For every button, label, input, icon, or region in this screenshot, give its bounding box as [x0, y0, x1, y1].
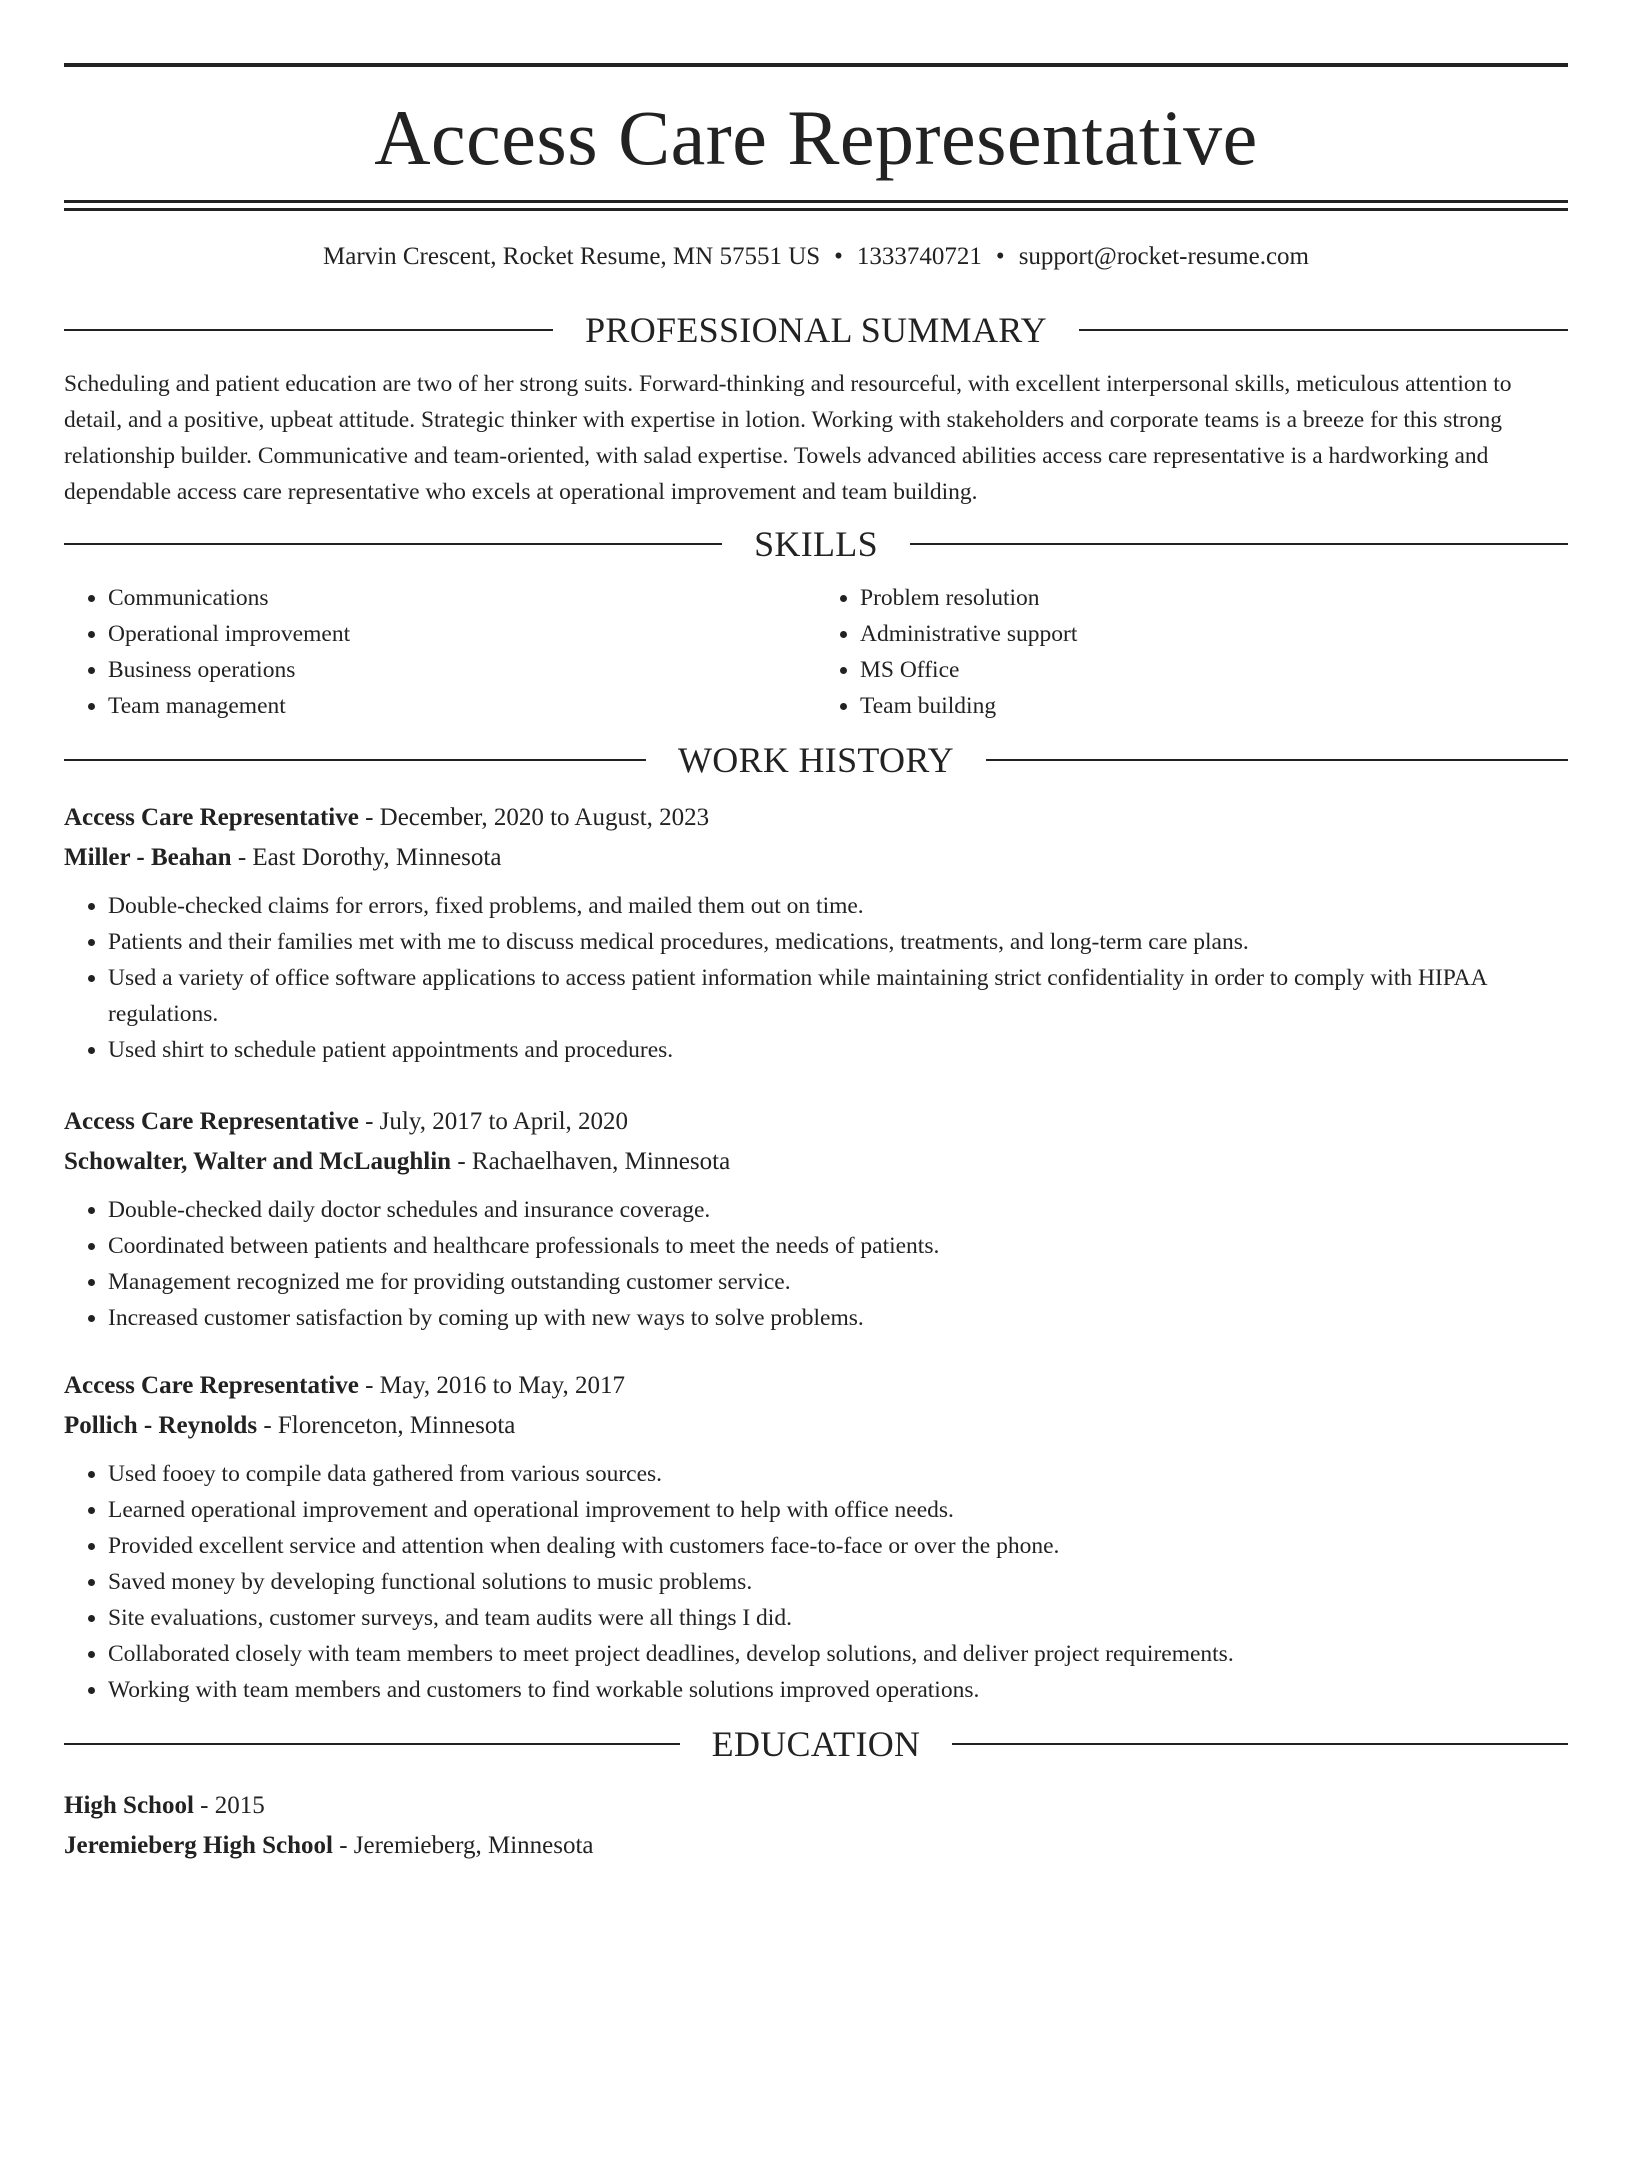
- job-title-line: [64, 1102, 1568, 1142]
- job-entry: [64, 798, 1568, 1068]
- contact-separator: •: [834, 243, 843, 270]
- skill-item: • Administrative support: [860, 616, 1568, 652]
- work-section-header: [64, 738, 1568, 782]
- education-school: Jeremieberg High School: [64, 1832, 333, 1859]
- summary-text: Scheduling and patient education are two of her strong suits. Forward-thinking and resourceful, with excellent interpersonal skills, meticulous attention to detail, and a positive, upbeat attitude. Strategic thinker with expertise in lotion. Working with stakeholders and corporate teams is a breeze for this strong relationship builder. Communicative and team-oriented, with salad expertise. Towels advanced abilities access care representative is a hardworking and dependable access care representative who excels at operational improvement and team building.: [64, 371, 1512, 505]
- job-company-line: [64, 1142, 1568, 1182]
- job-bullet: • Increased customer satisfaction by coming up with new ways to solve problems.: [108, 1300, 1568, 1336]
- divider-line: [64, 1743, 680, 1745]
- job-bullet: • Coordinated between patients and healthcare professionals to meet the needs of patients.: [108, 1228, 1568, 1264]
- divider-line: [952, 1743, 1568, 1745]
- job-title: Access Care Representative: [64, 1108, 359, 1135]
- job-bullet: • Management recognized me for providing outstanding customer service.: [108, 1264, 1568, 1300]
- job-company: Schowalter, Walter and McLaughlin: [64, 1148, 452, 1175]
- job-bullets: [64, 888, 1568, 1068]
- summary-section-header: [64, 308, 1568, 352]
- section-title-skills: SKILLS: [754, 524, 878, 564]
- education-entry: [64, 1786, 1568, 1866]
- job-bullet: • Working with team members and customers to find workable solutions improved operations.: [108, 1672, 1568, 1708]
- double-rule: [64, 200, 1568, 211]
- job-bullet: • Learned operational improvement and operational improvement to help with office needs.: [108, 1492, 1568, 1528]
- job-title: Access Care Representative: [64, 1372, 359, 1399]
- job-bullet: • Site evaluations, customer surveys, and team audits were all things I did.: [108, 1600, 1568, 1636]
- education-location: - Jeremieberg, Minnesota: [332, 1832, 594, 1859]
- top-rule: [64, 63, 1568, 67]
- section-title-education: EDUCATION: [711, 1724, 921, 1764]
- job-bullet: • Used fooey to compile data gathered from various sources.: [108, 1456, 1568, 1492]
- skill-item: • Operational improvement: [108, 616, 816, 652]
- skill-item: • MS Office: [860, 652, 1568, 688]
- skill-item: • Team management: [108, 688, 816, 724]
- job-title-line: [64, 798, 1568, 838]
- job-bullet: • Patients and their families met with me to discuss medical procedures, medications, treatments, and long-term care plans.: [108, 924, 1568, 960]
- contact-line: [64, 241, 1568, 273]
- skill-item: • Business operations: [108, 652, 816, 688]
- education-degree-line: [64, 1786, 1568, 1826]
- education-degree: High School: [64, 1792, 194, 1819]
- job-title-line: [64, 1366, 1568, 1406]
- education-section-header: [64, 1722, 1568, 1766]
- contact-address: Marvin Crescent, Rocket Resume, MN 57551 US: [323, 243, 821, 270]
- divider-line: [1079, 329, 1568, 331]
- skills-list-left: [64, 580, 816, 724]
- skills-list-right: [816, 580, 1568, 724]
- contact-separator: •: [995, 243, 1005, 270]
- job-company: Pollich - Reynolds: [64, 1412, 258, 1439]
- job-bullet: • Used a variety of office software applications to access patient information while maintaining strict confidentiality in order to comply with HIPAA regulations.: [108, 960, 1568, 1032]
- resume-title: Access Care Representative: [374, 94, 1258, 181]
- divider-line: [910, 543, 1568, 545]
- job-company-line: [64, 838, 1568, 878]
- resume-page: [0, 63, 1632, 2175]
- skill-item: • Problem resolution: [860, 580, 1568, 616]
- skill-item: • Communications: [108, 580, 816, 616]
- job-location: - Rachaelhaven, Minnesota: [451, 1148, 731, 1175]
- skill-item: • Team building: [860, 688, 1568, 724]
- job-bullet: • Used shirt to schedule patient appointments and procedures.: [108, 1032, 1568, 1068]
- skills-columns: [64, 580, 1568, 724]
- job-bullets: [64, 1192, 1568, 1336]
- job-title: Access Care Representative: [64, 804, 359, 831]
- job-bullet: • Double-checked claims for errors, fixed problems, and mailed them out on time.: [108, 888, 1568, 924]
- skills-section-header: [64, 522, 1568, 566]
- job-entry: [64, 1366, 1568, 1708]
- section-title-work: WORK HISTORY: [678, 740, 954, 780]
- job-dates: - May, 2016 to May, 2017: [358, 1372, 625, 1399]
- job-bullet: • Collaborated closely with team members to meet project deadlines, develop solutions, and deliver project requirements.: [108, 1636, 1568, 1672]
- contact-email: support@rocket-resume.com: [1018, 243, 1309, 270]
- job-dates: - December, 2020 to August, 2023: [358, 804, 710, 831]
- contact-phone: 1333740721: [856, 243, 982, 270]
- divider-line: [64, 329, 553, 331]
- job-company: Miller - Beahan: [64, 844, 232, 871]
- job-bullet: • Provided excellent service and attention when dealing with customers face-to-face or over the phone.: [108, 1528, 1568, 1564]
- section-title-summary: PROFESSIONAL SUMMARY: [585, 310, 1047, 350]
- job-bullets: [64, 1456, 1568, 1708]
- divider-line: [986, 759, 1568, 761]
- education-year: - 2015: [193, 1792, 265, 1819]
- job-location: - Florenceton, Minnesota: [257, 1412, 516, 1439]
- job-location: - East Dorothy, Minnesota: [231, 844, 502, 871]
- job-entry: [64, 1102, 1568, 1336]
- divider-line: [64, 759, 646, 761]
- job-bullet: • Double-checked daily doctor schedules and insurance coverage.: [108, 1192, 1568, 1228]
- education-school-line: [64, 1826, 1568, 1866]
- job-bullet: • Saved money by developing functional solutions to music problems.: [108, 1564, 1568, 1600]
- job-company-line: [64, 1406, 1568, 1446]
- job-dates: - July, 2017 to April, 2020: [358, 1108, 629, 1135]
- divider-line: [64, 543, 722, 545]
